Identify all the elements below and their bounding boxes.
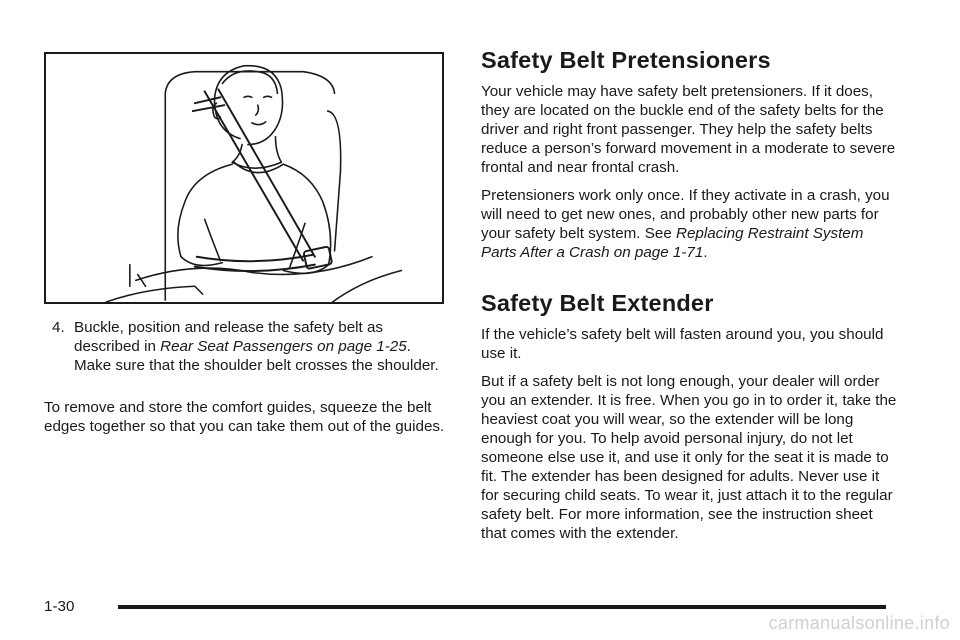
- pretensioners-paragraph-2: Pretensioners work only once. If they activate in a crash, you will need to get new ones, and probably other new parts for your safety belt system. See Replacing Restraint System Parts After a Crash on page 1-71.: [481, 187, 890, 261]
- step-text: Buckle, position and release the safety belt as described in Rear Seat Passengers on page 1-25. Make sure that the shoulder belt crosses the shoulder.: [74, 319, 439, 374]
- step-reference-link[interactable]: Rear Seat Passengers on page 1-25: [160, 338, 407, 355]
- comfort-guides-paragraph: To remove and store the comfort guides, squeeze the belt edges together so that you can take them out of the guides.: [44, 399, 445, 435]
- extender-paragraph-2: But if a safety belt is not long enough, your dealer will order you an extender. It is free. When you go in to order it, take the heaviest coat you will wear, so the extender will be long enough for you. To help avoid personal injury, do not let someone else use it, and use it only for the seat it is made to fit. The extender has been designed for adults. Never use it for securing child seats. To wear it, just attach it to the regular safety belt. For more information, see the instruction sheet that comes with the extender.: [481, 373, 897, 542]
- pretensioners-paragraph-1: Your vehicle may have safety belt pretensioners. If it does, they are located on the buckle end of the safety belts for the driver and right front passenger. They help the safety belts reduce a person’s forward movement in a moderate to severe frontal and near frontal crash.: [481, 83, 896, 176]
- page-number: 1-30: [44, 598, 75, 615]
- illustration-frame: [44, 52, 444, 304]
- footer-rule: [118, 605, 886, 609]
- watermark: carmanualsonline.info: [768, 613, 950, 633]
- step-4: [52, 318, 452, 375]
- child-safety-belt-illustration: [46, 54, 442, 302]
- extender-paragraph-1: If the vehicle’s safety belt will fasten around you, you should use it.: [481, 326, 884, 362]
- heading-extender: Safety Belt Extender: [481, 290, 714, 316]
- replacing-parts-reference-link[interactable]: Replacing Restraint System Parts After a Crash on page 1-71: [481, 225, 864, 261]
- right-column: [481, 46, 901, 543]
- heading-pretensioners: Safety Belt Pretensioners: [481, 47, 771, 73]
- step-number: 4.: [52, 319, 65, 336]
